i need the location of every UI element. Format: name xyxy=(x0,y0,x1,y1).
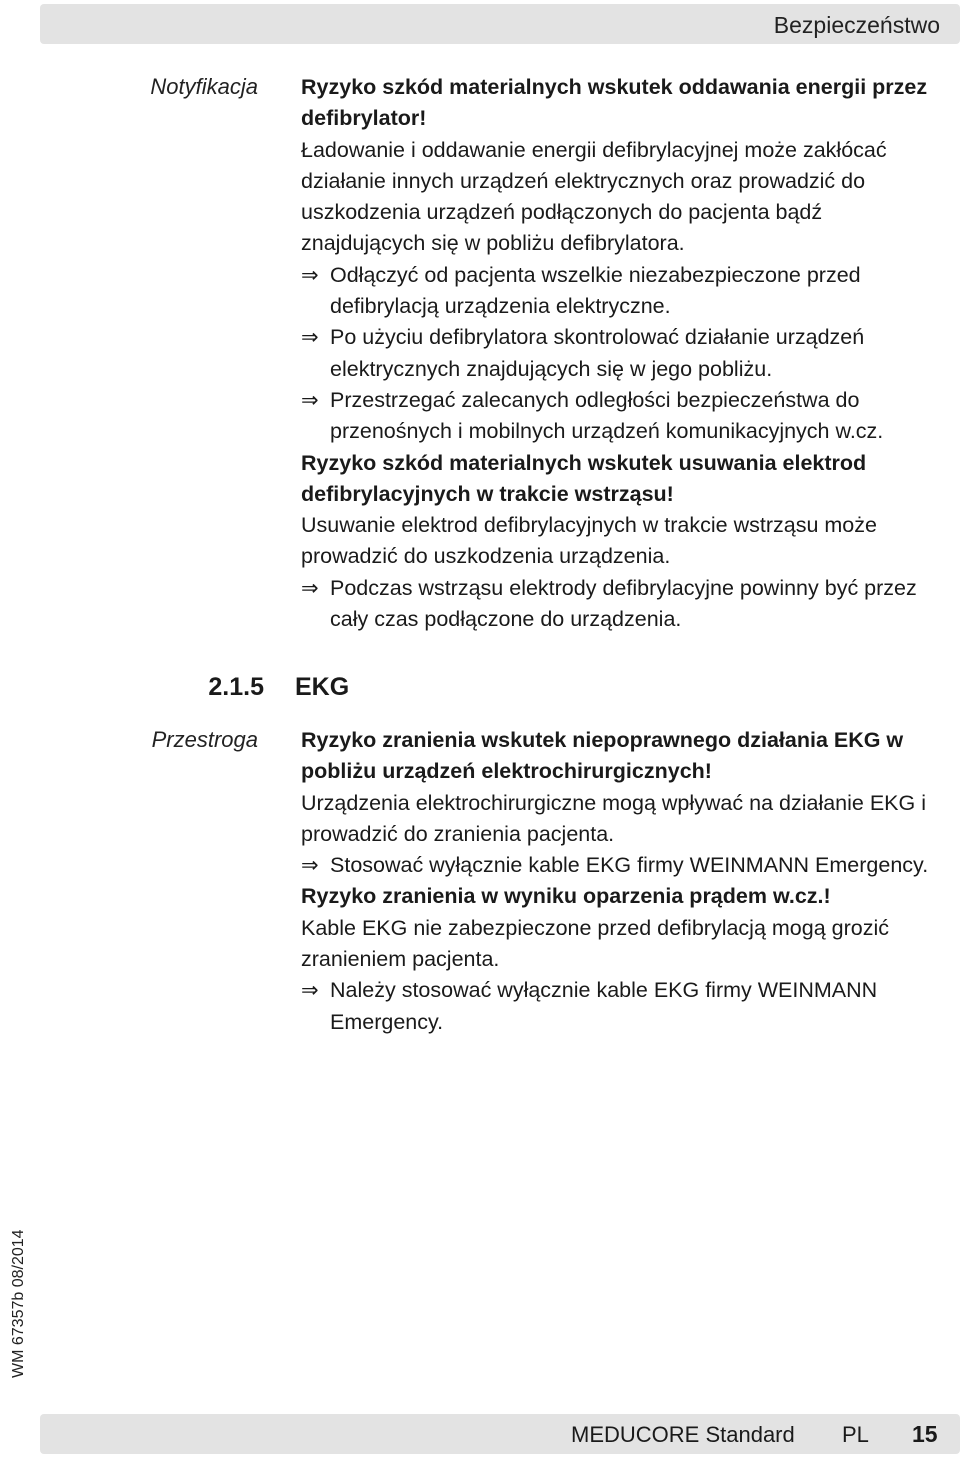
instruction-item xyxy=(301,385,951,448)
implies-arrow-icon: ⇒ xyxy=(301,263,319,287)
notification-label: Notyfikacja xyxy=(150,74,258,99)
instruction-text: Przestrzegać zalecanych odległości bezpieczeństwa do przenośnych i mobilnych urządzeń komunikacyjnych w.cz. xyxy=(330,387,884,444)
warning-text: Kable EKG nie zabezpieczone przed defibrylacją mogą grozić zranieniem pacjenta. xyxy=(301,915,889,972)
implies-arrow-icon: ⇒ xyxy=(301,979,319,1003)
warning-title: Ryzyko szkód materialnych wskutek usuwania elektrod defibrylacyjnych w trakcie wstrząsu! xyxy=(301,450,867,506)
warning-text: Ładowanie i oddawanie energii defibrylacyjnej może zakłócać działanie innych urządzeń elektrycznych oraz prowadzić do uszkodzenia urządzeń podłączonych do pacjenta bądź znajdujących się w pobliżu defibrylatora. xyxy=(301,137,887,256)
header-bar xyxy=(40,4,960,44)
warning-title: Ryzyko szkód materialnych wskutek oddawania energii przez defibrylator! xyxy=(301,75,928,131)
warning-text: Usuwanie elektrod defibrylacyjnych w trakcie wstrząsu może prowadzić do uszkodzenia urządzenia. xyxy=(301,513,877,569)
warning-title: Ryzyko zranienia w wyniku oparzenia prądem w.cz.! xyxy=(301,884,831,909)
warning-title: Ryzyko zranienia wskutek niepoprawnego działania EKG w pobliżu urządzeń elektrochirurgicznych! xyxy=(301,728,904,784)
instruction-text: Podczas wstrząsu elektrody defibrylacyjne powinny być przez cały czas podłączone do urządzenia. xyxy=(330,575,917,632)
footer-bar xyxy=(40,1414,960,1454)
footer-product: MEDUCORE Standard xyxy=(571,1422,795,1447)
instruction-text: Stosować wyłącznie kable EKG firmy WEINMANN Emergency. xyxy=(330,853,929,878)
instruction-item xyxy=(301,260,951,323)
instruction-item xyxy=(301,975,951,1038)
instruction-text: Należy stosować wyłącznie kable EKG firmy WEINMANN Emergency. xyxy=(330,978,878,1034)
instruction-item xyxy=(301,573,951,636)
implies-arrow-icon: ⇒ xyxy=(301,854,319,878)
header-title: Bezpieczeństwo xyxy=(773,12,940,38)
implies-arrow-icon: ⇒ xyxy=(301,326,319,350)
implies-arrow-icon: ⇒ xyxy=(301,576,319,600)
document-code: WM 67357b 08/2014 xyxy=(10,1229,27,1378)
warning-text: Urządzenia elektrochirurgiczne mogą wpływać na działanie EKG i prowadzić do zranienia pacjenta. xyxy=(301,790,926,846)
footer-language: PL xyxy=(842,1422,869,1447)
instruction-item xyxy=(301,322,951,385)
section-number: 2.1.5 xyxy=(208,673,264,701)
instruction-item xyxy=(301,850,951,881)
caution-block xyxy=(301,725,951,1038)
page-number: 15 xyxy=(912,1421,938,1447)
section-title: EKG xyxy=(295,673,350,701)
notification-block xyxy=(301,72,951,635)
implies-arrow-icon: ⇒ xyxy=(301,388,319,412)
instruction-text: Po użyciu defibrylatora skontrolować działanie urządzeń elektrycznych znajdujących się w jego pobliżu. xyxy=(330,325,865,381)
caution-label: Przestroga xyxy=(151,727,258,752)
instruction-text: Odłączyć od pacjenta wszelkie niezabezpieczone przed defibrylacją urządzenia elektryczne. xyxy=(330,262,861,319)
